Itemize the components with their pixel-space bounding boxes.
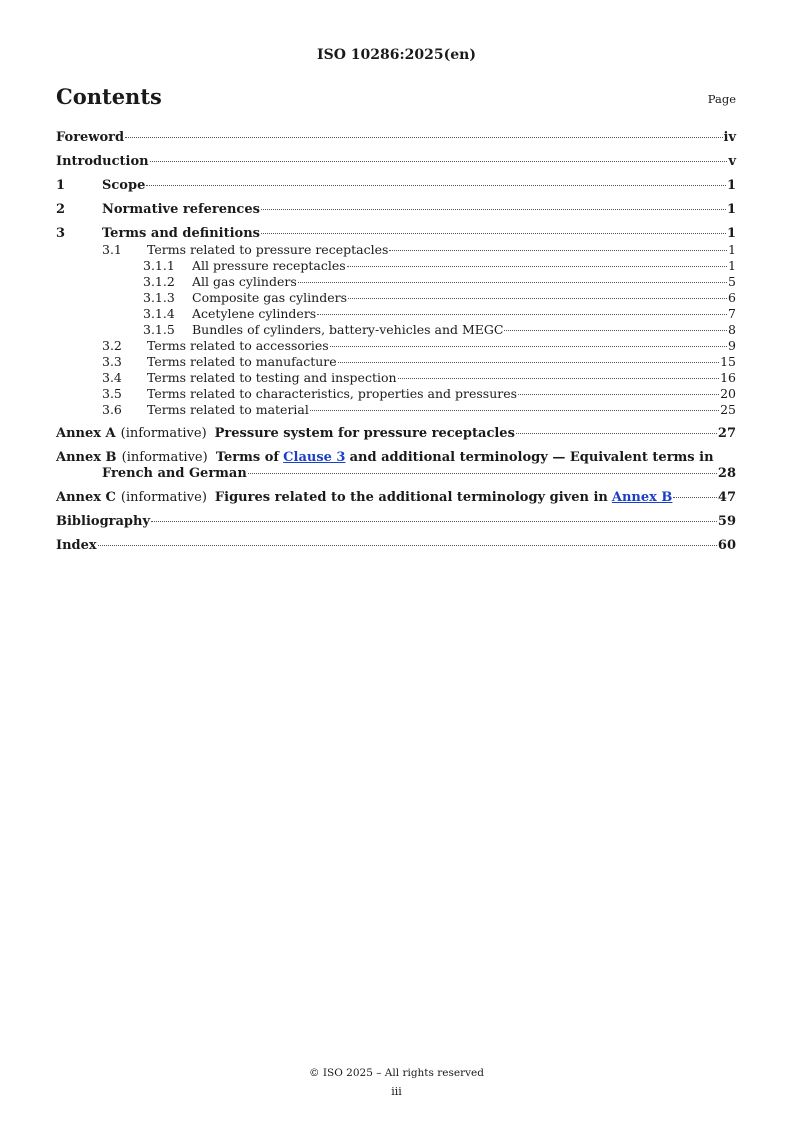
page-column-label: Page — [707, 92, 736, 106]
toc-entry-annex-c[interactable] — [56, 490, 736, 506]
toc-page: 9 — [728, 338, 736, 353]
dot-leader — [338, 362, 719, 363]
dot-leader — [261, 209, 726, 210]
dot-leader — [298, 282, 727, 283]
toc-title: Terms related to characteristics, properties and pressures — [147, 386, 518, 401]
copyright-notice: © ISO 2025 – All rights reserved — [309, 1067, 484, 1079]
contents-title: Contents — [56, 84, 162, 109]
toc-page: 60 — [717, 538, 736, 553]
toc-number: 3.1.3 — [143, 290, 175, 305]
toc-entry-3-1-3[interactable] — [56, 290, 736, 306]
toc-entry-3-1-2[interactable] — [56, 274, 736, 290]
toc-title: Composite gas cylinders — [192, 290, 348, 305]
toc-page: 8 — [728, 322, 736, 337]
toc-page: 1 — [726, 178, 736, 193]
annex-label: Annex B — [56, 450, 117, 465]
dot-leader — [151, 521, 717, 522]
toc-title: Pressure system for pressure receptacles — [214, 426, 515, 441]
toc-number: 2 — [56, 202, 66, 217]
toc-title: Index — [56, 538, 97, 553]
toc-number: 3 — [56, 226, 66, 241]
dot-leader — [261, 233, 726, 234]
toc-number: 3.4 — [102, 370, 122, 385]
toc-title: Terms related to material — [147, 402, 309, 417]
toc-page: 25 — [720, 402, 736, 417]
table-of-contents — [56, 128, 736, 554]
toc-number: 3.2 — [102, 338, 122, 353]
toc-title: All gas cylinders — [192, 274, 297, 289]
toc-title: All pressure receptacles — [192, 258, 346, 273]
dot-leader — [516, 433, 717, 434]
toc-entry-3-6[interactable] — [56, 402, 736, 418]
annex-b-second-line — [56, 466, 736, 482]
dot-leader — [310, 410, 719, 411]
toc-title-part: Terms of — [215, 450, 280, 465]
toc-entry-scope[interactable] — [56, 178, 736, 194]
dot-leader — [347, 266, 727, 267]
toc-title: Terms and definitions — [102, 226, 260, 241]
dot-leader — [146, 185, 726, 186]
toc-page: 47 — [717, 490, 736, 505]
toc-page: 59 — [717, 514, 736, 529]
toc-page: 5 — [728, 274, 736, 289]
toc-entry-3-1-1[interactable] — [56, 258, 736, 274]
toc-entry-foreword[interactable] — [56, 130, 736, 146]
toc-page: 27 — [717, 426, 736, 441]
toc-entry-3-1-4[interactable] — [56, 306, 736, 322]
dot-leader — [518, 394, 719, 395]
dot-leader — [98, 545, 717, 546]
dot-leader — [673, 497, 717, 498]
toc-page: 15 — [720, 354, 736, 369]
annex-kind: (informative) — [121, 450, 208, 465]
toc-page: 16 — [720, 370, 736, 385]
toc-number: 3.1.1 — [143, 258, 175, 273]
toc-entry-annex-b[interactable] — [56, 450, 736, 482]
toc-entry-normative-references[interactable] — [56, 202, 736, 218]
dot-leader — [504, 330, 727, 331]
toc-number: 3.1 — [102, 242, 122, 257]
toc-title: Bundles of cylinders, battery-vehicles and MEGC — [192, 322, 504, 337]
toc-entry-terms-and-definitions[interactable] — [56, 226, 736, 242]
toc-entry-introduction[interactable] — [56, 154, 736, 170]
toc-number: 3.1.2 — [143, 274, 175, 289]
document-header: ISO 10286:2025(en) — [317, 47, 476, 63]
toc-number: 3.1.5 — [143, 322, 175, 337]
toc-title: Figures related to the additional terminology given in — [214, 490, 608, 505]
toc-title: Foreword — [56, 130, 125, 145]
toc-page: 1 — [728, 242, 736, 257]
dot-leader — [248, 473, 717, 474]
dot-leader — [389, 250, 727, 251]
clause-3-link[interactable]: Clause 3 — [283, 450, 346, 465]
annex-b-link[interactable]: Annex B — [611, 490, 673, 505]
dot-leader — [317, 314, 727, 315]
toc-title: Normative references — [102, 202, 260, 217]
toc-title: Terms related to accessories — [147, 338, 329, 353]
annex-label: Annex A — [56, 426, 116, 441]
toc-entry-annex-a[interactable] — [56, 426, 736, 442]
annex-label: Annex C — [56, 490, 116, 505]
toc-title: Terms related to manufacture — [147, 354, 337, 369]
toc-title: Scope — [102, 178, 146, 193]
toc-title: Terms related to testing and inspection — [147, 370, 397, 385]
toc-page: 1 — [726, 226, 736, 241]
toc-title: Bibliography — [56, 514, 151, 529]
toc-page: 1 — [726, 202, 736, 217]
toc-entry-3-5[interactable] — [56, 386, 736, 402]
dot-leader — [150, 161, 728, 162]
toc-page: 20 — [720, 386, 736, 401]
toc-page: 28 — [717, 466, 736, 481]
dot-leader — [330, 346, 727, 347]
page-number: iii — [391, 1085, 402, 1098]
toc-title: Acetylene cylinders — [192, 306, 317, 321]
toc-entry-index[interactable] — [56, 538, 736, 554]
toc-title-part: and additional terminology — Equivalent terms in — [349, 450, 714, 465]
toc-title-part: French and German — [102, 466, 247, 481]
annex-kind: (informative) — [120, 426, 207, 441]
toc-entry-3-2[interactable] — [56, 338, 736, 354]
toc-number: 3.6 — [102, 402, 122, 417]
toc-page: 6 — [728, 290, 736, 305]
toc-entry-3-3[interactable] — [56, 354, 736, 370]
dot-leader — [348, 298, 727, 299]
annex-kind: (informative) — [120, 490, 207, 505]
toc-number: 3.3 — [102, 354, 122, 369]
toc-entry-3-1[interactable] — [56, 242, 736, 258]
toc-title: Terms related to pressure receptacles — [147, 242, 389, 257]
toc-page: v — [728, 154, 736, 169]
toc-page: iv — [723, 130, 736, 145]
toc-number: 3.5 — [102, 386, 122, 401]
toc-entry-3-1-5[interactable] — [56, 322, 736, 338]
toc-entry-3-4[interactable] — [56, 370, 736, 386]
toc-number: 1 — [56, 178, 66, 193]
toc-title: Introduction — [56, 154, 149, 169]
dot-leader — [125, 137, 722, 138]
dot-leader — [398, 378, 720, 379]
toc-page: 1 — [728, 258, 736, 273]
toc-page: 7 — [728, 306, 736, 321]
annex-b-first-line — [56, 450, 736, 466]
toc-number: 3.1.4 — [143, 306, 175, 321]
toc-entry-bibliography[interactable] — [56, 514, 736, 530]
